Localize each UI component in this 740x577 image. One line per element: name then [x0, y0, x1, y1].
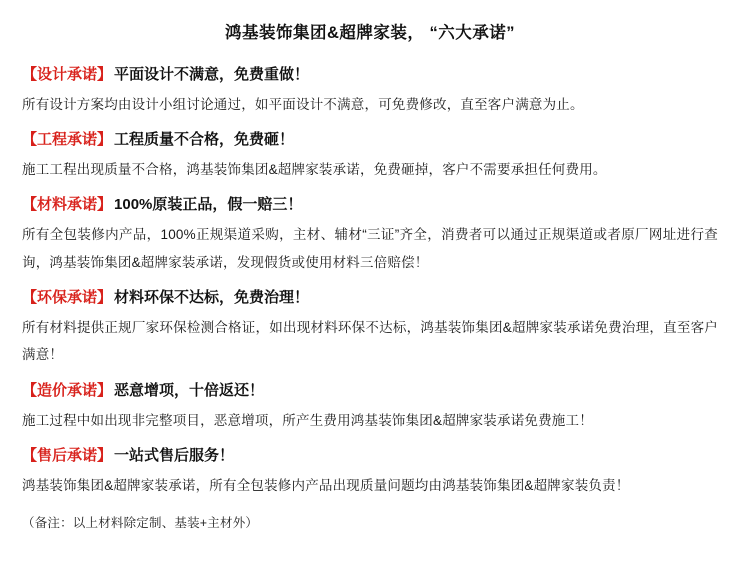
- footnote: （备注：以上材料除定制、基装+主材外）: [22, 516, 259, 531]
- promise-tag: 【材料承诺】: [22, 196, 113, 214]
- promise-item-environment: [22, 284, 718, 369]
- promise-body: 鸿基装饰集团&超牌家装承诺，所有全包装修内产品出现质量问题均由鸿基装饰集团&超牌家装负责！: [22, 477, 630, 493]
- promise-headline: 恶意增项，十倍返还！: [114, 382, 265, 400]
- promise-heading: [22, 61, 718, 90]
- promise-body: 施工工程出现质量不合格，鸿基装饰集团&超牌家装承诺，免费砸掉，客户不需要承担任何费用。: [22, 161, 607, 177]
- promise-heading: [22, 191, 718, 220]
- promise-list: [22, 61, 718, 499]
- promise-headline: 工程质量不合格，免费砸！: [114, 131, 295, 149]
- promise-body: 所有全包装修内产品，100%正规渠道采购，主材、辅材“三证”齐全，消费者可以通过正规渠道或者原厂网址进行查询，鸿基装饰集团&超牌家装承诺，发现假货或使用材料三倍赔偿！: [22, 226, 718, 270]
- promise-heading: [22, 126, 718, 155]
- promise-item-engineering: [22, 126, 718, 183]
- promise-tag: 【工程承诺】: [22, 131, 113, 149]
- promise-body: 所有材料提供正规厂家环保检测合格证，如出现材料环保不达标，鸿基装饰集团&超牌家装承诺免费治理，直至客户满意！: [22, 319, 718, 363]
- promise-tag: 【售后承诺】: [22, 447, 113, 465]
- promise-headline: 平面设计不满意，免费重做！: [114, 66, 310, 84]
- promise-tag: 【造价承诺】: [22, 382, 113, 400]
- promise-item-pricing: [22, 377, 718, 434]
- promise-headline: 100%原装正品，假一赔三！: [114, 196, 303, 214]
- promise-headline: 一站式售后服务！: [114, 447, 235, 465]
- promise-item-material: [22, 191, 718, 276]
- promise-body: 施工过程中如出现非完整项目，恶意增项，所产生费用鸿基装饰集团&超牌家装承诺免费施工！: [22, 412, 593, 428]
- promise-tag: 【环保承诺】: [22, 289, 113, 307]
- promise-item-aftersales: [22, 442, 718, 499]
- promise-headline: 材料环保不达标，免费治理！: [114, 289, 310, 307]
- promise-tag: 【设计承诺】: [22, 66, 113, 84]
- promise-item-design: [22, 61, 718, 118]
- promise-heading: [22, 377, 718, 406]
- promise-heading: [22, 284, 718, 313]
- page-title: 鸿基装饰集团&超牌家装， “六大承诺”: [225, 24, 515, 42]
- promise-body: 所有设计方案均由设计小组讨论通过，如平面设计不满意，可免费修改，直至客户满意为止。: [22, 96, 584, 112]
- promise-heading: [22, 442, 718, 471]
